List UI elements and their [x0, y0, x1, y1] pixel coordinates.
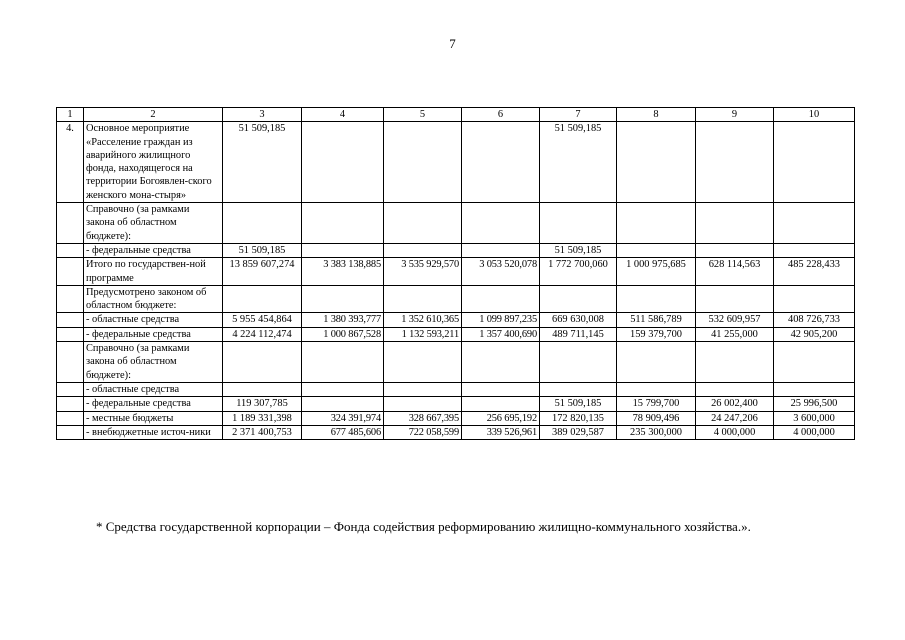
table-row [57, 203, 855, 244]
budget-table [56, 107, 855, 440]
value-cell: 172 820,135 [540, 411, 617, 425]
value-cell [384, 382, 462, 396]
table-row [57, 382, 855, 396]
table-row [57, 285, 855, 313]
value-cell: 4 000,000 [774, 425, 855, 439]
column-header: 7 [540, 108, 617, 122]
value-cell [462, 382, 540, 396]
value-cell [617, 285, 696, 313]
row-index [57, 327, 84, 341]
value-cell: 235 300,000 [617, 425, 696, 439]
table-row [57, 122, 855, 203]
value-cell [696, 342, 774, 383]
table-row [57, 411, 855, 425]
value-cell: 51 509,185 [540, 243, 617, 257]
row-label: - федеральные средства [84, 243, 223, 257]
value-cell: 1 000 867,528 [302, 327, 384, 341]
value-cell [774, 243, 855, 257]
value-cell [540, 342, 617, 383]
value-cell: 1 132 593,211 [384, 327, 462, 341]
value-cell: 2 371 400,753 [223, 425, 302, 439]
row-label: Основное мероприятие «Расселение граждан из аварийного жилищного фонда, находящегося на территории Богоявлен-ского женского мона-стыря» [84, 122, 223, 203]
value-cell: 532 609,957 [696, 313, 774, 327]
row-label: Предусмотрено законом об областном бюджете: [84, 285, 223, 313]
value-cell [696, 243, 774, 257]
row-label: - областные средства [84, 313, 223, 327]
value-cell [540, 203, 617, 244]
value-cell [617, 382, 696, 396]
value-cell: 51 509,185 [540, 122, 617, 203]
value-cell: 51 509,185 [223, 122, 302, 203]
value-cell: 25 996,500 [774, 397, 855, 411]
row-index [57, 243, 84, 257]
value-cell [302, 203, 384, 244]
value-cell [384, 243, 462, 257]
value-cell: 119 307,785 [223, 397, 302, 411]
value-cell: 256 695,192 [462, 411, 540, 425]
row-index [57, 411, 84, 425]
value-cell: 722 058,599 [384, 425, 462, 439]
row-index [57, 382, 84, 396]
value-cell [774, 122, 855, 203]
column-header: 2 [84, 108, 223, 122]
value-cell [384, 122, 462, 203]
value-cell [540, 285, 617, 313]
value-cell: 78 909,496 [617, 411, 696, 425]
value-cell [302, 285, 384, 313]
value-cell [384, 397, 462, 411]
value-cell [302, 382, 384, 396]
value-cell [774, 285, 855, 313]
row-label: - федеральные средства [84, 327, 223, 341]
value-cell [223, 382, 302, 396]
row-label: - местные бюджеты [84, 411, 223, 425]
value-cell: 4 224 112,474 [223, 327, 302, 341]
value-cell [462, 243, 540, 257]
value-cell: 669 630,008 [540, 313, 617, 327]
page-number: 7 [449, 36, 456, 51]
table-row [57, 258, 855, 286]
row-label: Справочно (за рамками закона об областном бюджете): [84, 342, 223, 383]
row-label: Справочно (за рамками закона об областном бюджете): [84, 203, 223, 244]
value-cell [696, 203, 774, 244]
value-cell [696, 285, 774, 313]
value-cell [302, 122, 384, 203]
value-cell [223, 342, 302, 383]
value-cell [617, 203, 696, 244]
column-header: 3 [223, 108, 302, 122]
table-row [57, 342, 855, 383]
value-cell: 677 485,606 [302, 425, 384, 439]
value-cell: 13 859 607,274 [223, 258, 302, 286]
table-row [57, 243, 855, 257]
value-cell [617, 122, 696, 203]
value-cell [774, 203, 855, 244]
row-index [57, 313, 84, 327]
value-cell: 1 000 975,685 [617, 258, 696, 286]
value-cell [462, 203, 540, 244]
value-cell [462, 122, 540, 203]
row-label: - внебюджетные источ-ники [84, 425, 223, 439]
value-cell: 159 379,700 [617, 327, 696, 341]
value-cell: 1 352 610,365 [384, 313, 462, 327]
value-cell: 41 255,000 [696, 327, 774, 341]
table-row [57, 313, 855, 327]
value-cell [223, 203, 302, 244]
row-index [57, 342, 84, 383]
value-cell [696, 382, 774, 396]
column-header: 5 [384, 108, 462, 122]
value-cell: 1 380 393,777 [302, 313, 384, 327]
value-cell: 485 228,433 [774, 258, 855, 286]
row-index [57, 258, 84, 286]
value-cell [384, 342, 462, 383]
table-row [57, 327, 855, 341]
value-cell [384, 203, 462, 244]
value-cell [774, 382, 855, 396]
table-row [57, 425, 855, 439]
value-cell: 3 053 520,078 [462, 258, 540, 286]
value-cell: 42 905,200 [774, 327, 855, 341]
value-cell: 489 711,145 [540, 327, 617, 341]
value-cell: 51 509,185 [223, 243, 302, 257]
row-label: - областные средства [84, 382, 223, 396]
row-index [57, 203, 84, 244]
column-header: 8 [617, 108, 696, 122]
value-cell: 4 000,000 [696, 425, 774, 439]
row-index [57, 425, 84, 439]
column-header: 4 [302, 108, 384, 122]
value-cell [462, 342, 540, 383]
row-label: - федеральные средства [84, 397, 223, 411]
value-cell: 51 509,185 [540, 397, 617, 411]
value-cell: 408 726,733 [774, 313, 855, 327]
value-cell: 511 586,789 [617, 313, 696, 327]
value-cell: 389 029,587 [540, 425, 617, 439]
row-index: 4. [57, 122, 84, 203]
value-cell: 339 526,961 [462, 425, 540, 439]
value-cell: 1 357 400,690 [462, 327, 540, 341]
row-index [57, 397, 84, 411]
value-cell [696, 122, 774, 203]
value-cell: 26 002,400 [696, 397, 774, 411]
value-cell [302, 243, 384, 257]
value-cell [302, 342, 384, 383]
column-header: 6 [462, 108, 540, 122]
value-cell: 324 391,974 [302, 411, 384, 425]
value-cell: 5 955 454,864 [223, 313, 302, 327]
column-header: 9 [696, 108, 774, 122]
column-header: 10 [774, 108, 855, 122]
value-cell [462, 397, 540, 411]
value-cell [774, 342, 855, 383]
value-cell: 3 600,000 [774, 411, 855, 425]
value-cell: 628 114,563 [696, 258, 774, 286]
value-cell [384, 285, 462, 313]
value-cell: 1 099 897,235 [462, 313, 540, 327]
table-row [57, 397, 855, 411]
row-label: Итого по государствен-ной программе [84, 258, 223, 286]
value-cell [462, 285, 540, 313]
value-cell: 3 383 138,885 [302, 258, 384, 286]
value-cell [617, 243, 696, 257]
value-cell: 1 189 331,398 [223, 411, 302, 425]
value-cell: 3 535 929,570 [384, 258, 462, 286]
value-cell: 24 247,206 [696, 411, 774, 425]
value-cell: 328 667,395 [384, 411, 462, 425]
value-cell: 1 772 700,060 [540, 258, 617, 286]
row-index [57, 285, 84, 313]
column-number-row [57, 108, 855, 122]
value-cell [540, 382, 617, 396]
value-cell [223, 285, 302, 313]
value-cell [617, 342, 696, 383]
column-header: 1 [57, 108, 84, 122]
table-body [57, 122, 855, 440]
footnote: * Средства государственной корпорации – Фонда содействия реформированию жилищно-коммунального хозяйства.». [96, 519, 751, 534]
value-cell: 15 799,700 [617, 397, 696, 411]
value-cell [302, 397, 384, 411]
